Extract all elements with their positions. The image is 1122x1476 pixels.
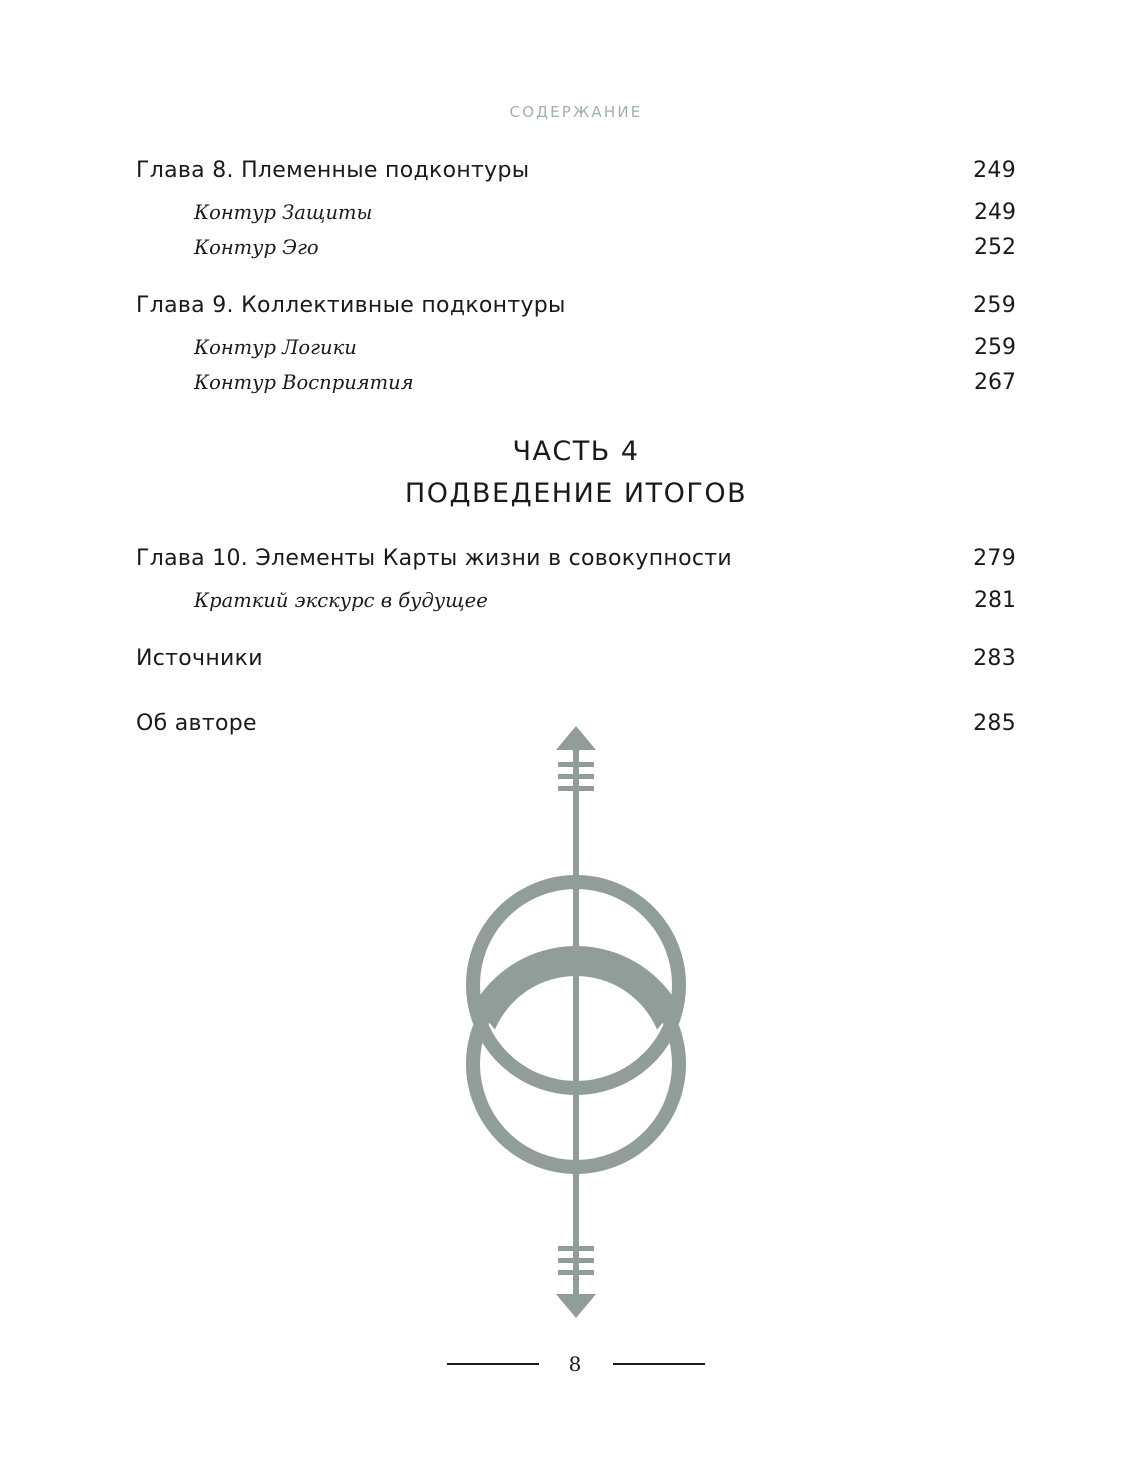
part-title-heading: ПОДВЕДЕНИЕ ИТОГОВ <box>404 478 748 509</box>
toc-subentry-defense-circuit[interactable] <box>194 200 1016 225</box>
toc-subentry-title: Контур Эго <box>194 236 319 259</box>
toc-entry-page: 283 <box>973 646 1016 671</box>
toc-entry-page: 259 <box>973 293 1016 318</box>
toc-subentry-page: 249 <box>974 200 1016 225</box>
toc-entry-page: 249 <box>973 158 1016 183</box>
toc-subentry-page: 281 <box>974 588 1016 613</box>
toc-subentry-ego-circuit[interactable] <box>194 235 1016 260</box>
toc-subentry-title: Контур Логики <box>194 336 357 359</box>
toc-entry-sources[interactable] <box>136 646 1016 671</box>
footer-rule-left <box>447 1363 539 1365</box>
toc-subentry-perception-circuit[interactable] <box>194 370 1016 395</box>
toc-entry-title: Глава 9. Коллективные подконтуры <box>136 293 566 318</box>
toc-subentry-title: Контур Защиты <box>194 201 373 224</box>
toc-entry-title: Глава 8. Племенные подконтуры <box>136 158 530 183</box>
toc-subentry-title: Краткий экскурс в будущее <box>194 589 488 612</box>
footer-rule-right <box>613 1363 705 1365</box>
toc-entry-title: Об авторе <box>136 711 257 736</box>
toc-entry-title: Глава 10. Элементы Карты жизни в совокупности <box>136 546 732 571</box>
toc-subentry-page: 252 <box>974 235 1016 260</box>
toc-entry-chapter-9[interactable] <box>136 293 1016 318</box>
toc-entry-chapter-8[interactable] <box>136 158 1016 183</box>
running-header: СОДЕРЖАНИЕ <box>509 103 643 121</box>
toc-subentry-title: Контур Восприятия <box>194 371 414 394</box>
arrow-rings-emblem-icon <box>456 722 696 1322</box>
toc-subentry-page: 267 <box>974 370 1016 395</box>
page-number: 8 <box>568 1352 582 1376</box>
toc-subentry-future-excursion[interactable] <box>194 588 1016 613</box>
toc-entry-page: 285 <box>973 711 1016 736</box>
toc-subentry-page: 259 <box>974 335 1016 360</box>
toc-entry-chapter-10[interactable] <box>136 546 1016 571</box>
toc-subentry-logic-circuit[interactable] <box>194 335 1016 360</box>
toc-entry-title: Источники <box>136 646 263 671</box>
toc-entry-page: 279 <box>973 546 1016 571</box>
part-number-heading: ЧАСТЬ 4 <box>512 436 640 467</box>
